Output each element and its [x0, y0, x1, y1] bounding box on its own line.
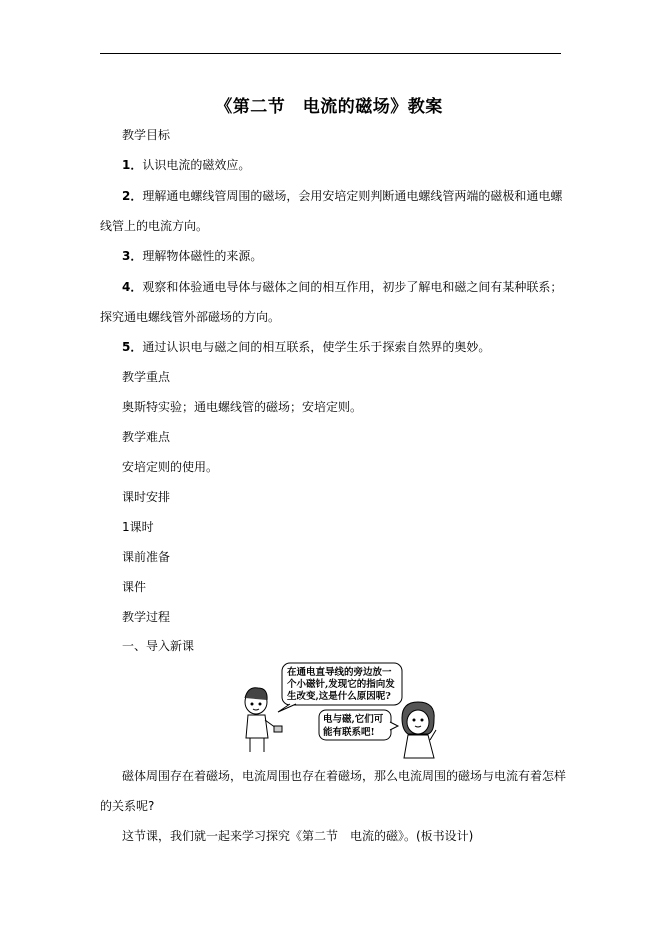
schedule-text: 1课时: [122, 520, 154, 534]
key-points-text: 奥斯特实验；通电螺线管的磁场；安培定则。: [122, 400, 363, 414]
bubble-right-line-1: 电与磁,它们可: [323, 714, 384, 725]
objective-number: 5．: [122, 340, 143, 354]
bubble-right-line-2: 能有联系吧!: [323, 727, 375, 738]
objective-2-continued: 线管上的电流方向。: [100, 219, 209, 233]
paragraph-1-continued: 的关系呢?: [100, 799, 155, 813]
objective-4: [122, 279, 562, 295]
bubble-left-line-3: 生改变,这是什么原因呢?: [287, 691, 391, 702]
objective-text: 理解通电螺线管周围的磁场，会用安培定则判断通电螺线管两端的磁极和通电螺: [142, 189, 563, 203]
objective-4-continued: 探究通电螺线管外部磁场的方向。: [100, 310, 281, 324]
objective-number: 4．: [122, 280, 143, 294]
bubble-left-line-1: 在通电直导线的旁边放一: [287, 667, 392, 678]
heading-difficult-points: 教学难点: [122, 430, 171, 444]
objective-2: [122, 188, 562, 204]
objective-5: [122, 339, 490, 355]
speech-bubble-left: [278, 663, 402, 712]
heading-key-points: 教学重点: [122, 370, 171, 384]
difficult-points-text: 安培定则的使用。: [122, 460, 219, 474]
header-rule: [100, 53, 561, 54]
objective-text: 观察和体验通电导体与磁体之间的相互作用，初步了解电和磁之间有某种联系；: [142, 280, 563, 294]
objective-3: [122, 248, 262, 264]
paragraph-2: 这节课，我们就一起来学习探究《第二节 电流的磁》。(板书设计): [122, 829, 474, 843]
boy-figure-icon: [245, 688, 282, 752]
section-intro-heading: 一、导入新课: [122, 639, 195, 653]
objective-number: 1．: [122, 158, 143, 172]
girl-figure-icon: [402, 702, 436, 758]
heading-preparation: 课前准备: [122, 550, 171, 564]
objective-text: 理解物体磁性的来源。: [142, 249, 263, 263]
heading-objectives: 教学目标: [122, 128, 171, 142]
bubble-left-line-2: 个小磁针,发现它的指向发: [287, 679, 395, 690]
objective-1: [122, 157, 250, 173]
heading-schedule: 课时安排: [122, 490, 171, 504]
objective-number: 2．: [122, 189, 143, 203]
heading-process: 教学过程: [122, 610, 171, 624]
speech-bubble-right: [319, 710, 398, 740]
objective-text: 认识电流的磁效应。: [142, 158, 251, 172]
document-title: 《第二节 电流的磁场》教案: [215, 97, 443, 117]
objective-text: 通过认识电与磁之间的相互联系，使学生乐于探索自然界的奥妙。: [142, 340, 491, 354]
paragraph-1: 磁体周围存在着磁场，电流周围也存在着磁场，那么电流周围的磁场与电流有着怎样: [122, 769, 567, 783]
objective-number: 3．: [122, 249, 143, 263]
preparation-text: 课件: [122, 580, 147, 594]
dialogue-illustration: [238, 660, 448, 760]
